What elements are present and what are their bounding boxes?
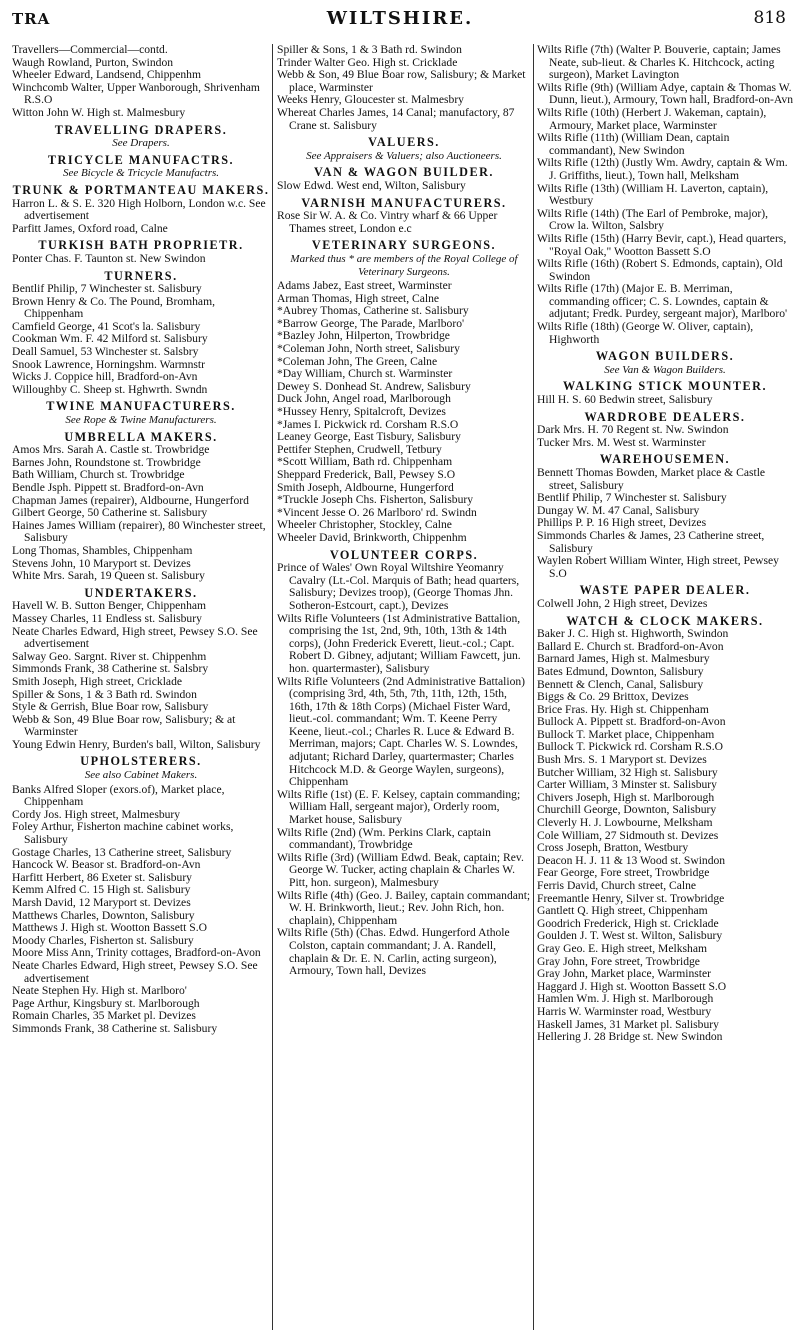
directory-entry: Style & Gerrish, Blue Boar row, Salisbury (12, 700, 209, 714)
directory-entry: Phillips P. P. 16 High street, Devizes (537, 516, 707, 530)
directory-entry: Wilts Rifle (15th) (Harry Bevir, capt.), Head quarters, "Royal Oak," Wootton Bassett S.O (537, 231, 787, 258)
directory-entry: Parfitt James, Oxford road, Calne (12, 221, 168, 235)
directory-entry: Ballard E. Church st. Bradford-on-Avon (537, 639, 724, 653)
directory-section (537, 615, 793, 1044)
directory-entry: Winchcomb Walter, Upper Wanborough, Shrivenham R.S.O (12, 80, 260, 107)
directory-entry: Sheppard Frederick, Ball, Pewsey S.O (277, 468, 456, 481)
column-divider (533, 44, 534, 1330)
directory-entry: Cleverly H. J. Lowbourne, Melksham (537, 816, 713, 830)
directory-entry: Wilts Rifle (12th) (Justly Wm. Awdry, captain & Wm. J. Griffiths, lieut.), Town hall, Melksham (537, 156, 788, 182)
directory-entry: Dewey S. Donhead St. Andrew, Salisbury (277, 379, 471, 393)
directory-entry: Wilts Rifle (4th) (Geo. J. Bailey, captain commandant; W. H. Brinkworth, lieut.; Rev. John Rich, hon. chaplain), Chippenham (277, 888, 531, 927)
directory-entry: Neate Charles Edward, High street, Pewsey S.O. See advertisement (12, 958, 258, 985)
directory-entry: Neate Stephen Hy. High st. Marlboro' (12, 984, 187, 998)
section-heading: TURKISH BATH PROPRIETR. (38, 238, 244, 253)
directory-entry: Simmonds Frank, 38 Catherine st. Salisbury (12, 1021, 218, 1035)
section-heading: VALUERS. (368, 135, 440, 150)
directory-entry: Willoughby C. Sheep st. Hghwrth. Swndn (12, 382, 208, 396)
section-note: See Bicycle & Tricycle Manufactrs. (62, 167, 220, 180)
directory-entry: Deall Samuel, 53 Winchester st. Salsbry (12, 345, 199, 359)
directory-entry: Bullock T. Market place, Chippenham (537, 727, 715, 741)
section-note: Marked thus * are members of the Royal College of Veterinary Surgeons. (290, 252, 518, 278)
directory-entry: *Coleman John, The Green, Calne (277, 354, 438, 368)
directory-entry: White Mrs. Sarah, 19 Queen st. Salisbury (12, 569, 205, 583)
directory-entry: Barnes John, Roundstone st. Trowbridge (12, 455, 201, 469)
directory-section (12, 587, 270, 752)
directory-entry: *Barrow George, The Parade, Marlboro' (277, 316, 465, 330)
directory-entry: Wilts Rifle (5th) (Chas. Edwd. Hungerford Athole Colston, captain commandant; J. A. Randell, chaplain & Dr. E. N. Carlin, acting surgeon), Armoury, Town hall, Devizes (277, 926, 510, 978)
directory-section (277, 166, 531, 192)
directory-section (12, 270, 270, 397)
directory-entry: Haskell James, 31 Market pl. Salisbury (537, 1017, 719, 1031)
directory-entry: Bentlif Philip, 7 Winchester st. Salisbury (12, 282, 202, 296)
directory-entry: Waugh Rowland, Purton, Swindon (12, 55, 174, 69)
directory-entry: *Truckle Joseph Chs. Fisherton, Salisbury (277, 493, 474, 507)
directory-section (12, 431, 270, 583)
directory-entry: Brice Fras. Hy. High st. Chippenham (537, 702, 709, 716)
directory-entry: Goulden J. T. West st. Wilton, Salisbury (537, 929, 723, 943)
directory-section (12, 154, 270, 180)
directory-section (537, 453, 793, 580)
directory-entry: Wilts Rifle Volunteers (1st Administrative Battalion, comprising the 1st, 2nd, 9th, 10th, 13th & 14th corps), (John Frederick Everett, lieut.-col.; Capt. Robert D. Gibney, adjutant; William Fawcett, jun. hon. quartermaster), Salisbury (277, 611, 521, 675)
directory-entry: Goodrich Frederick, High st. Cricklade (537, 916, 719, 930)
directory-entry: Ponter Chas. F. Taunton st. New Swindon (12, 251, 206, 265)
directory-section (12, 400, 270, 426)
directory-entry: Wilts Rifle (7th) (Walter P. Bouverie, captain; James Neate, sub-lieut. & Charles K. Hitchcock, acting surgeon), Market Lavington (537, 44, 781, 82)
directory-entry: *Vincent Jesse O. 26 Marlboro' rd. Swindn (277, 505, 477, 519)
directory-entry: Barnard James, High st. Malmesbury (537, 652, 710, 666)
directory-entry: Moody Charles, Fisherton st. Salisbury (12, 933, 194, 947)
directory-entry: Wilts Rifle (18th) (George W. Oliver, captain), Highworth (537, 320, 754, 346)
section-heading: WAREHOUSEMEN. (599, 452, 731, 467)
directory-section (537, 44, 793, 346)
directory-entry: Haggard J. High st. Wootton Bassett S.O (537, 979, 727, 993)
directory-entry: Wilts Rifle (16th) (Robert S. Edmonds, captain), Old Swindon (537, 257, 783, 283)
section-heading: WATCH & CLOCK MAKERS. (566, 613, 764, 628)
directory-entry: Fear George, Fore street, Trowbridge (537, 866, 710, 880)
directory-entry: Hamlen Wm. J. High st. Marlborough (537, 992, 714, 1006)
directory-entry: Salway Geo. Sargnt. River st. Chippenhm (12, 649, 207, 663)
directory-entry: Rose Sir W. A. & Co. Vintry wharf & 66 Upper Thames street, London e.c (277, 209, 498, 235)
directory-entry: Churchill George, Downton, Salisbury (537, 803, 717, 817)
directory-entry: Bennett & Clench, Canal, Salisbury (537, 677, 704, 691)
section-note: See also Cabinet Makers. (84, 769, 198, 782)
directory-entry: Havell W. B. Sutton Benger, Chippenham (12, 599, 207, 613)
directory-entry: Biggs & Co. 29 Brittox, Devizes (537, 690, 689, 704)
directory-entry: Bendle Jsph. Pippett st. Bradford-on-Avn (12, 481, 204, 494)
section-heading: WALKING STICK MOUNTER. (563, 379, 767, 394)
directory-entry: Travellers—Commercial—contd. (12, 44, 168, 56)
section-heading: TURNERS. (104, 268, 178, 283)
directory-entry: Haines James William (repairer), 80 Winchester street, Salisbury (12, 518, 266, 545)
section-note: See Drapers. (112, 137, 170, 150)
directory-entry: Weeks Henry, Gloucester st. Malmesbry (277, 93, 464, 107)
directory-section (12, 124, 270, 150)
directory-entry: Harron L. & S. E. 320 High Holborn, London w.c. See advertisement (12, 196, 266, 223)
directory-entry: Smith Joseph, High street, Cricklade (12, 674, 183, 688)
section-heading: VAN & WAGON BUILDER. (314, 165, 494, 180)
directory-entry: Freemantle Henry, Silver st. Trowbridge (537, 891, 725, 905)
directory-section (277, 549, 531, 978)
directory-entry: Gantlett Q. High street, Chippenham (537, 904, 708, 918)
directory-entry: Hellering J. 28 Bridge st. New Swindon (537, 1030, 723, 1044)
directory-entry: Wilts Rifle (9th) (William Adye, captain & Thomas W. Dunn, lieut.), Armoury, Town hall, Bradford-on-Avn (537, 80, 793, 107)
directory-entry: Slow Edwd. West end, Wilton, Salisbury (277, 178, 466, 192)
directory-entry: Wicks J. Coppice hill, Bradford-on-Avn (12, 370, 198, 384)
directory-entry: Long Thomas, Shambles, Chippenham (12, 543, 193, 557)
directory-entry: Bullock T. Pickwick rd. Corsham R.S.O (537, 740, 724, 754)
directory-entry: Cole William, 27 Sidmouth st. Devizes (537, 828, 719, 842)
directory-entry: Moore Miss Ann, Trinity cottages, Bradford-on-Avon (12, 946, 261, 960)
directory-entry: Matthews Charles, Downton, Salisbury (12, 908, 195, 922)
column-1 (12, 44, 270, 1330)
directory-entry: Brown Henry & Co. The Pound, Bromham, Chippenham (12, 294, 215, 321)
section-heading: UMBRELLA MAKERS. (64, 429, 218, 444)
directory-section (12, 755, 270, 1035)
directory-entry: Pettifer Stephen, Crudwell, Tetbury (277, 442, 442, 456)
directory-entry: Bush Mrs. S. 1 Maryport st. Devizes (537, 753, 707, 767)
directory-entry: Whereat Charles James, 14 Canal; manufactory, 87 Crane st. Salisbury (277, 105, 515, 132)
directory-entry: Wilts Rifle (3rd) (William Edwd. Beak, captain; Rev. George W. Tucker, acting chaplain & Charles W. Pitt, hon. surgeon), Malmesbury (277, 850, 524, 889)
directory-entry: Leaney George, East Tisbury, Salisbury (277, 430, 461, 444)
directory-section (537, 380, 793, 406)
section-heading: WAGON BUILDERS. (595, 349, 735, 364)
directory-entry: Dark Mrs. H. 70 Regent st. Nw. Swindon (537, 423, 729, 437)
directory-entry: *Aubrey Thomas, Catherine st. Salisbury (277, 304, 469, 318)
directory-entry: Trinder Walter Geo. High st. Cricklade (277, 55, 458, 69)
section-heading: VETERINARY SURGEONS. (311, 238, 497, 253)
directory-entry: Marsh David, 12 Maryport st. Devizes (12, 896, 191, 909)
section-heading: TRICYCLE MANUFACTRS. (47, 152, 235, 167)
directory-entry: Wilts Rifle Volunteers (2nd Administrative Battalion) (comprising 3rd, 4th, 5th, 7th, 11th, 12th, 15th, 16th, 17th & 18th Corps) (Michael Fister Ward, lieut.-col. commandant; Wm. T. Keene Perry Keene, lieut.-col.; Charles R. Luce & Edward B. Merriman, majors; Capt. Charles W. S. Lowndes, adjutant; Richard Darley, quartermaster; Charles Hitchcock M.D. & George Waylen, surgeons), Chippenham (277, 674, 526, 789)
directory-entry: Matthews J. High st. Wootton Bassett S.O (12, 921, 207, 935)
directory-entry: Carter William, 3 Minster st. Salisbury (537, 778, 717, 792)
directory-entry: Wheeler Edward, Landsend, Chippenhm (12, 68, 201, 82)
directory-section (537, 411, 793, 450)
directory-entry: Bennett Thomas Bowden, Market place & Castle street, Salisbury (537, 466, 766, 492)
directory-entry: Arman Thomas, High street, Calne (277, 291, 440, 305)
directory-entry: Spiller & Sons, 1 & 3 Bath rd. Swindon (277, 44, 462, 56)
directory-entry: Wilts Rifle (1st) (E. F. Kelsey, captain commanding; William Hall, sergeant major), Orderly room, Market house, Salisbury (277, 787, 521, 827)
directory-entry: *Bazley John, Hilperton, Trowbridge (277, 329, 450, 343)
directory-section (277, 44, 531, 132)
directory-entry: Wilts Rifle (11th) (William Dean, captain commandant), New Swindon (537, 131, 730, 157)
directory-entry: Prince of Wales' Own Royal Wiltshire Yeomanry Cavalry (Lt.-Col. Marquis of Bath; head quarters, Salisbury; Devizes troop), (George Thomas Jhn. Sotheron-Estcourt, capt.), Devizes (277, 561, 520, 612)
column-divider (272, 44, 273, 1330)
directory-entry: Wilts Rifle (10th) (Herbert J. Wakeman, captain), Armoury, Market place, Warminster (537, 105, 767, 132)
directory-entry: Baker J. C. High st. Highworth, Swindon (537, 627, 729, 641)
directory-entry: Chivers Joseph, High st. Marlborough (537, 790, 715, 804)
directory-entry: Adams Jabez, East street, Warminster (277, 279, 452, 293)
directory-entry: Dungay W. M. 47 Canal, Salisbury (537, 503, 700, 517)
directory-entry: Kemm Alfred C. 15 High st. Salisbury (12, 883, 191, 897)
directory-entry: Duck John, Angel road, Marlborough (277, 392, 451, 406)
directory-entry: Simmonds Frank, 38 Catherine st. Salsbry (12, 662, 209, 676)
directory-entry: Gostage Charles, 13 Catherine street, Salisbury (12, 845, 232, 859)
section-heading: VARNISH MANUFACTURERS. (301, 195, 507, 210)
directory-section (277, 239, 531, 544)
directory-entry: Cookman Wm. F. 42 Milford st. Salisbury (12, 332, 208, 346)
directory-entry: *Coleman John, North street, Salisbury (277, 342, 460, 356)
directory-entry: Gray John, Fore street, Trowbridge (537, 954, 700, 968)
directory-entry: Wilts Rifle (14th) (The Earl of Pembroke, major), Crow la. Wilton, Salsbry (537, 206, 769, 233)
section-note: See Appraisers & Valuers; also Auctioneers. (306, 149, 502, 162)
directory-entry: *Hussey Henry, Spitalcroft, Devizes (277, 405, 446, 419)
directory-entry: Bath William, Church st. Trowbridge (12, 468, 185, 482)
directory-entry: Hill H. S. 60 Bedwin street, Salisbury (537, 393, 713, 407)
directory-entry: Bentlif Philip, 7 Winchester st. Salisbury (537, 491, 727, 505)
directory-entry: Cross Joseph, Bratton, Westbury (537, 841, 689, 855)
directory-section (12, 239, 270, 265)
directory-entry: Massey Charles, 11 Endless st. Salisbury (12, 611, 202, 625)
column-2 (277, 44, 531, 1330)
directory-entry: Wilts Rifle (17th) (Major E. B. Merriman, commanding officer; C. S. Lowndes, captain & adjutant; Fredk. Purdey, sergeant major), Marlboro' (537, 282, 788, 321)
directory-entry: Tucker Mrs. M. West st. Warminster (537, 435, 706, 449)
section-heading: UNDERTAKERS. (84, 585, 198, 600)
directory-entry: Gray Geo. E. High street, Melksham (537, 941, 708, 955)
directory-entry: *Day William, Church st. Warminster (277, 367, 453, 381)
page-number: 818 (753, 8, 786, 28)
directory-entry: Wheeler David, Brinkworth, Chippenhm (277, 530, 467, 544)
directory-entry: Cordy Jos. High street, Malmesbury (12, 807, 181, 821)
directory-entry: Banks Alfred Sloper (exors.of), Market place, Chippenham (12, 782, 225, 809)
directory-entry: Young Edwin Henry, Burden's ball, Wilton, Salisbury (12, 737, 261, 751)
directory-entry: Harfitt Herbert, 86 Exeter st. Salisbury (12, 870, 192, 884)
directory-entry: Stevens John, 10 Maryport st. Devizes (12, 556, 191, 570)
section-note: See Rope & Twine Manufacturers. (65, 414, 217, 427)
directory-section (12, 44, 270, 120)
directory-entry: Gray John, Market place, Warminster (537, 967, 711, 981)
section-heading: TWINE MANUFACTURERS. (46, 399, 236, 414)
directory-entry: Gilbert George, 50 Catherine st. Salisbury (12, 506, 208, 520)
section-heading: TRAVELLING DRAPERS. (54, 122, 228, 137)
directory-entry: Chapman James (repairer), Aldbourne, Hungerford (12, 493, 249, 507)
directory-entry: Foley Arthur, Fisherton machine cabinet works, Salisbury (12, 820, 234, 847)
section-heading: WASTE PAPER DEALER. (579, 583, 751, 598)
section-heading: UPHOLSTERERS. (80, 754, 202, 769)
directory-entry: Waylen Robert William Winter, High street, Pewsey S.O (537, 554, 779, 580)
directory-entry: Harris W. Warminster road, Westbury (537, 1004, 712, 1018)
directory-entry: Bates Edmund, Downton, Salisbury (537, 664, 704, 678)
directory-entry: Witton John W. High st. Malmesbury (12, 105, 186, 119)
directory-entry: Webb & Son, 49 Blue Boar row, Salisbury; & at Warminster (12, 712, 236, 739)
directory-entry: Simmonds Charles & James, 23 Catherine street, Salisbury (537, 528, 765, 555)
directory-entry: Wheeler Christopher, Stockley, Calne (277, 518, 452, 532)
directory-section (537, 350, 793, 376)
section-heading: WARDROBE DEALERS. (584, 409, 746, 424)
directory-entry: Deacon H. J. 11 & 13 Wood st. Swindon (537, 853, 726, 867)
page-header (0, 6, 800, 38)
section-abbreviation: TRA (12, 10, 51, 28)
directory-entry: Webb & Son, 49 Blue Boar row, Salisbury; & Market place, Warminster (277, 68, 526, 94)
directory-entry: Ferris David, Church street, Calne (537, 879, 697, 892)
directory-section (277, 136, 531, 162)
directory-entry: Romain Charles, 35 Market pl. Devizes (12, 1009, 196, 1023)
directory-entry: *Scott William, Bath rd. Chippenham (277, 455, 453, 469)
directory-section (537, 584, 793, 610)
page-title: WILTSHIRE. (326, 8, 474, 29)
directory-section (277, 197, 531, 236)
directory-entry: Hancock W. Beasor st. Bradford-on-Avn (12, 858, 201, 872)
section-heading: TRUNK & PORTMANTEAU MAKERS. (12, 182, 270, 197)
section-heading: VOLUNTEER CORPS. (329, 547, 479, 562)
directory-entry: Spiller & Sons, 1 & 3 Bath rd. Swindon (12, 687, 197, 701)
directory-entry: Bullock A. Pippett st. Bradford-on-Avon (537, 715, 726, 729)
directory-entry: Wilts Rifle (13th) (William H. Laverton, captain), Westbury (537, 181, 769, 208)
column-3 (537, 44, 793, 1330)
directory-entry: Wilts Rifle (2nd) (Wm. Perkins Clark, captain commandant), Trowbridge (277, 825, 491, 852)
directory-entry: Amos Mrs. Sarah A. Castle st. Trowbridge (12, 443, 210, 457)
directory-section (12, 184, 270, 235)
directory-entry: Page Arthur, Kingsbury st. Marlborough (12, 996, 200, 1010)
directory-entry: Camfield George, 41 Scot's la. Salisbury (12, 319, 201, 333)
directory-entry: Colwell John, 2 High street, Devizes (537, 596, 708, 610)
directory-entry: Neate Charles Edward, High street, Pewsey S.O. See advertisement (12, 624, 258, 651)
directory-entry: Snook Lawrence, Horningshm. Warmnstr (12, 357, 206, 371)
directory-entry: *James I. Pickwick rd. Corsham R.S.O (277, 417, 459, 431)
section-note: See Van & Wagon Builders. (604, 363, 726, 376)
directory-entry: Butcher William, 32 High st. Salisbury (537, 765, 718, 779)
directory-entry: Smith Joseph, Aldbourne, Hungerford (277, 480, 454, 494)
